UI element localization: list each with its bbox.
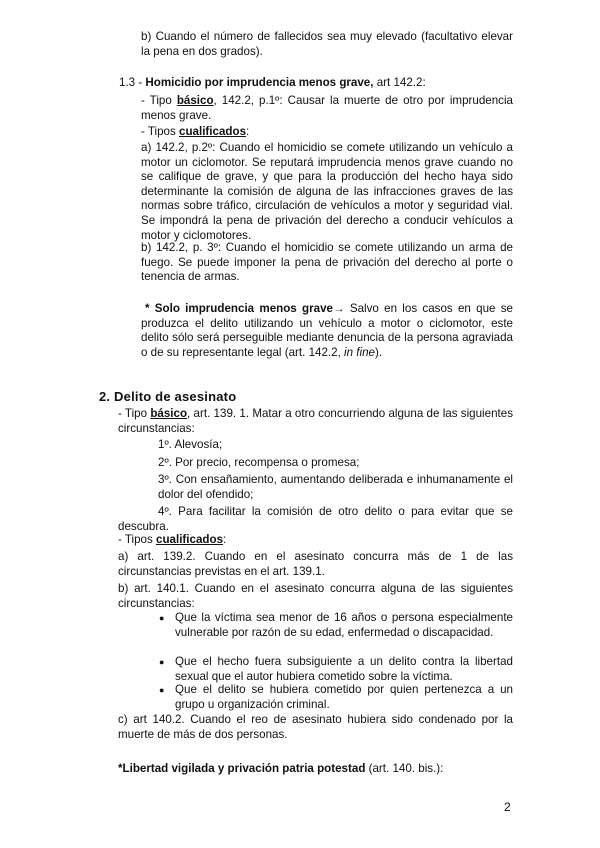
libertad-bold: *Libertad vigilada y privación patria potestad (118, 762, 366, 775)
page-number: 2 (504, 800, 511, 814)
arrow-icon: → (332, 302, 345, 315)
section-number: 1.3 - (119, 76, 146, 89)
libertad-vigilada-heading: *Libertad vigilada y privación patria potestad (art. 140. bis.): (118, 762, 444, 775)
cualificados-label: cualificados (156, 533, 224, 546)
paragraph-1-3-b: b) 142.2, p. 3º: Cuando el homicidio se comete utilizando un arma de fuego. Se puede imponer la pena de privación del derecho al porte o tenencia de armas. (141, 241, 513, 284)
paragraph-fallecidos-b: b) Cuando el número de fallecidos sea muy elevado (facultativo elevar la pena en dos grados). (141, 30, 513, 58)
basico-label: básico (150, 407, 188, 420)
section-title: Homicidio por imprudencia menos grave, (145, 76, 374, 89)
paragraph-2-a: a) art. 139.2. Cuando en el asesinato concurra más de 1 de las circunstancias previstas en el art. 139.1. (118, 550, 513, 578)
bullet-item-1: Que la víctima sea menor de 16 años o persona especialmente vulnerable por razón de su edad, enfermedad o discapacidad. (175, 611, 513, 639)
tipos-cualificados-2: - Tipos cualificados: (118, 533, 227, 546)
tipos-cualificados-1-3: - Tipos cualificados: (141, 125, 250, 138)
bullet-icon: ● (159, 613, 165, 623)
circ-1: 1º. Alevosía; (158, 438, 223, 451)
bullet-item-3: Que el delito se hubiera cometido por quien pertenezca a un grupo u organización criminal. (175, 683, 513, 711)
section-2-heading: 2. Delito de asesinato (99, 389, 237, 404)
note-imprudencia-menos-grave: * Solo imprudencia menos grave→ Salvo en los casos en que se produzca el delito utilizando un vehículo a motor o ciclomotor, este delito sólo será perseguible mediante denuncia de la persona agraviada o de su representante legal (art. 142.2, in fine). (141, 302, 513, 359)
basico-label: básico (176, 94, 214, 107)
bullet-item-2: Que el hecho fuera subsiguiente a un delito contra la libertad sexual que el autor hubiera cometido sobre la víctima. (175, 655, 513, 683)
bullet-icon: ● (159, 657, 165, 667)
circ-4: 4º. Para facilitar la comisión de otro delito o para evitar que se descubra. (118, 505, 513, 533)
bullet-icon: ● (159, 685, 165, 695)
cualificados-label: cualificados (179, 125, 247, 138)
circ-2: 2º. Por precio, recompensa o promesa; (158, 456, 360, 469)
tipo-basico-2: - Tipo básico, art. 139. 1. Matar a otro concurriendo alguna de las siguientes circunstancias: (118, 407, 513, 435)
paragraph-2-b: b) art. 140.1. Cuando en el asesinato concurra alguna de las siguientes circunstancias: (118, 582, 513, 610)
paragraph-2-c: c) art 140.2. Cuando el reo de asesinato hubiera sido condenado por la muerte de más de dos personas. (118, 713, 513, 741)
section-1-3-heading (119, 76, 519, 91)
tipo-basico-1-3: - Tipo básico, 142.2, p.1º: Causar la muerte de otro por imprudencia menos grave. (141, 94, 513, 122)
section-ref: art 142.2: (373, 76, 426, 89)
paragraph-1-3-a: a) 142.2, p.2º: Cuando el homicidio se comete utilizando un vehículo a motor un ciclomotor. Se reputará imprudencia menos grave cuando no se califique de grave, y que para la producción del hecho haya sido determinante la comisión de alguna de las infracciones graves de las normas sobre tráfico, circulación de vehículos a motor y seguridad vial. Se impondrá la pena de privación del derecho a conducir vehículos a motor y ciclomotores. (141, 141, 513, 242)
note-bold: * Solo imprudencia menos grave (145, 302, 333, 315)
circ-3: 3º. Con ensañamiento, aumentando deliberada e inhumanamente el dolor del ofendido; (158, 473, 513, 501)
